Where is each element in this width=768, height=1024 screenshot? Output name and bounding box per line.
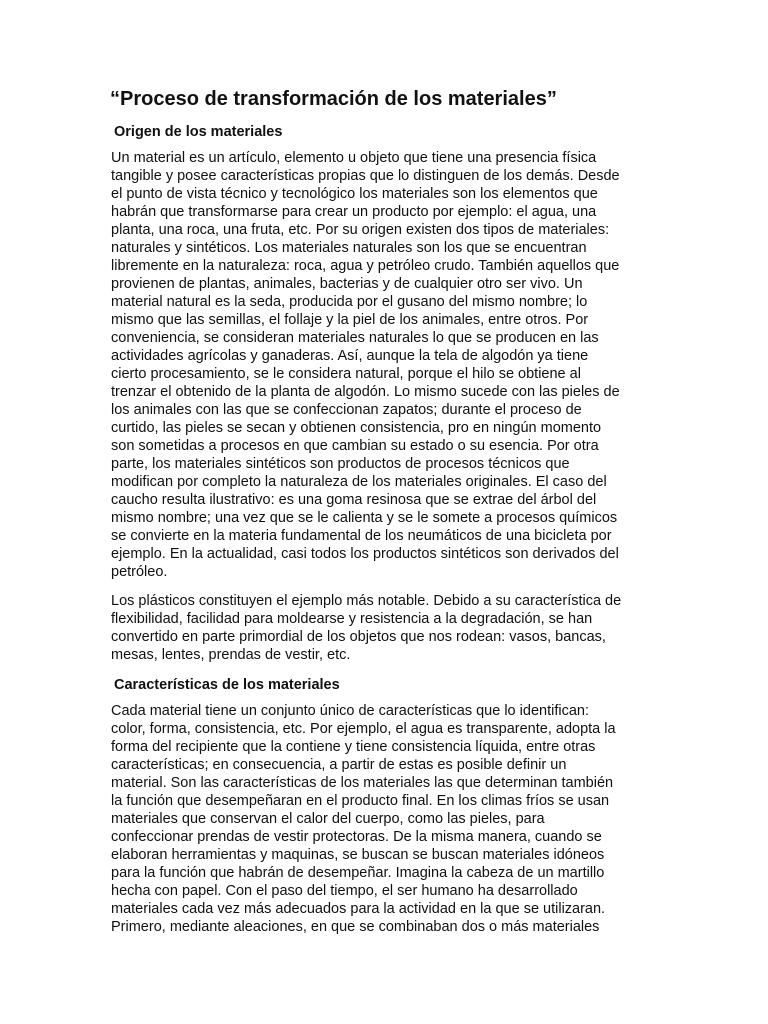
text-line: son sometidas a procesos en que cambian su estado o su esencia. Por otra xyxy=(111,438,599,454)
text-line: los animales con las que se confeccionan zapatos; durante el proceso de xyxy=(111,402,582,418)
text-line: hecha con papel. Con el paso del tiempo, el ser humano ha desarrollado xyxy=(111,883,578,899)
text-line: confeccionar prendas de vestir protectoras. De la misma manera, cuando se xyxy=(111,829,602,845)
text-line: convertido en parte primordial de los objetos que nos rodean: vasos, bancas, xyxy=(111,629,606,645)
text-line: materiales que conservan el calor del cuerpo, como las pieles, para xyxy=(111,811,545,827)
text-line: mesas, lentes, prendas de vestir, etc. xyxy=(111,647,351,663)
document-page xyxy=(111,86,657,947)
text-line: material natural es la seda, producida por el gusano del mismo nombre; lo xyxy=(111,294,588,310)
text-line: parte, los materiales sintéticos son productos de procesos técnicos que xyxy=(111,456,570,472)
text-line: libremente en la naturaleza: roca, agua y petróleo crudo. También aquellos que xyxy=(111,258,620,274)
text-line: tangible y posee características propias que lo distinguen de los demás. Desde xyxy=(111,168,620,184)
text-line: caucho resulta ilustrativo: es una goma resinosa que se extrae del árbol del xyxy=(111,492,597,508)
text-line: el punto de vista técnico y tecnológico los materiales son los elementos que xyxy=(111,186,598,202)
text-line: trenzar el obtenido de la planta de algodón. Lo mismo sucede con las pieles de xyxy=(111,384,620,400)
text-line: la función que desempeñaran en el producto final. En los climas fríos se usan xyxy=(111,793,610,809)
text-line: Cada material tiene un conjunto único de características que lo identifican: xyxy=(111,703,589,719)
text-line: mismo que las semillas, el follaje y la piel de los animales, entre otros. Por xyxy=(111,312,589,328)
document-title: “Proceso de transformación de los materiales” xyxy=(110,88,557,110)
text-line: cierto procesamiento, se le considera natural, porque el hilo se obtiene al xyxy=(111,366,581,382)
text-line: provienen de plantas, animales, bacterias y de cualquier otro ser vivo. Un xyxy=(111,276,583,292)
text-line: color, forma, consistencia, etc. Por ejemplo, el agua es transparente, adopta la xyxy=(111,721,616,737)
text-line: habrán que transformarse para crear un producto por ejemplo: el agua, una xyxy=(111,204,597,220)
text-line: conveniencia, se consideran materiales naturales lo que se producen en las xyxy=(111,330,599,346)
text-line: características; en consecuencia, a partir de estas es posible definir un xyxy=(111,757,567,773)
text-line: Los plásticos constituyen el ejemplo más notable. Debido a su característica de xyxy=(111,593,622,609)
text-line: mismo nombre; una vez que se le calienta y se le somete a procesos químicos xyxy=(111,510,618,526)
text-line: forma del recipiente que la contiene y tiene consistencia líquida, entre otras xyxy=(111,739,596,755)
paragraph-caracteristicas-1 xyxy=(111,702,657,936)
text-line: materiales cada vez más adecuados para la actividad en la que se utilizaran. xyxy=(111,901,606,917)
text-line: para la función que habrán de desempeñar. Imagina la cabeza de un martillo xyxy=(111,865,605,881)
text-line: Un material es un artículo, elemento u objeto que tiene una presencia física xyxy=(111,150,597,166)
text-line: Primero, mediante aleaciones, en que se combinaban dos o más materiales xyxy=(111,919,600,935)
text-line: se convierte en la materia fundamental de los neumáticos de una bicicleta por xyxy=(111,528,612,544)
text-line: petróleo. xyxy=(111,564,168,580)
paragraph-origen-2 xyxy=(111,592,657,664)
text-line: flexibilidad, facilidad para moldearse y resistencia a la degradación, se han xyxy=(111,611,593,627)
paragraph-origen-1 xyxy=(111,149,657,581)
text-line: ejemplo. En la actualidad, casi todos los productos sintéticos son derivados del xyxy=(111,546,619,562)
section-heading-caracteristicas: Características de los materiales xyxy=(114,677,340,693)
text-line: elaboran herramientas y maquinas, se buscan se buscan materiales idóneos xyxy=(111,847,605,863)
text-line: material. Son las características de los materiales las que determinan también xyxy=(111,775,614,791)
text-line: naturales y sintéticos. Los materiales naturales son los que se encuentran xyxy=(111,240,587,256)
text-line: planta, una roca, una fruta, etc. Por su origen existen dos tipos de materiales: xyxy=(111,222,610,238)
text-line: modifican por completo la naturaleza de los materiales originales. El caso del xyxy=(111,474,607,490)
section-heading-origen: Origen de los materiales xyxy=(114,124,283,140)
text-line: curtido, las pieles se secan y obtienen consistencia, pro en ningún momento xyxy=(111,420,602,436)
text-line: actividades agrícolas y ganaderas. Así, aunque la tela de algodón ya tiene xyxy=(111,348,589,364)
